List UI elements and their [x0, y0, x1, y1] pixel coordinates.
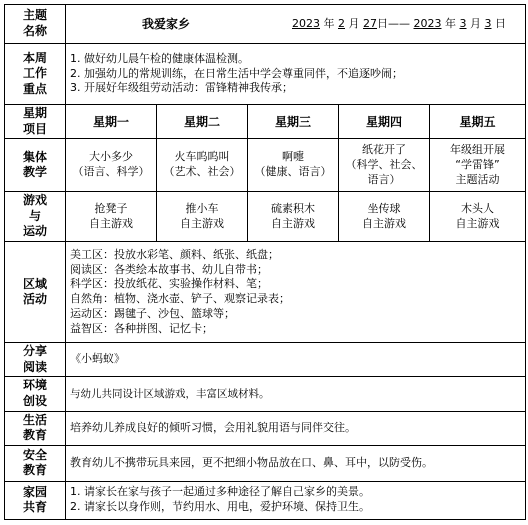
teaching-cell-wed: 啊嚏 （健康、语言）	[248, 139, 339, 192]
group-teaching-row	[5, 139, 526, 192]
day-char: 日	[495, 16, 506, 30]
reading-row	[5, 343, 526, 377]
theme-cell	[66, 5, 526, 44]
games-cell-thu: 坐传球 自主游戏	[339, 192, 430, 242]
focus-item: 3. 开展好年级组劳动活动：雷锋精神我传承；	[70, 81, 293, 95]
end-year: 2023	[413, 16, 442, 30]
safety-label: 安全 教育	[5, 445, 66, 481]
focus-label: 本周 工作 重点	[5, 44, 66, 105]
areas-row	[5, 242, 526, 343]
games-cell-tue: 推小车 自主游戏	[157, 192, 248, 242]
month-char: 月	[470, 16, 481, 30]
environment-text: 与幼儿共同设计区域游戏，丰富区域材料。	[66, 377, 526, 411]
end-month: 3	[459, 16, 467, 30]
year-char: 年	[323, 16, 335, 30]
group-teaching-label: 集体 教学	[5, 139, 66, 192]
day-char: 日	[377, 16, 388, 30]
life-text: 培养幼儿养成良好的倾听习惯，会用礼貌用语与同伴交往。	[66, 411, 526, 445]
life-row	[5, 411, 526, 445]
home-line: 1. 请家长在家与孩子一起通过多种途径了解自己家乡的美景。	[70, 485, 370, 499]
day-mon: 星期一	[66, 105, 157, 139]
area-line: 益智区：各种拼图、记忆卡；	[70, 321, 213, 335]
theme-label: 主题 名称	[5, 5, 66, 44]
reading-label: 分享 阅读	[5, 343, 66, 377]
environment-row	[5, 377, 526, 411]
start-year: 2023	[292, 16, 320, 30]
day-fri: 星期五	[430, 105, 526, 139]
start-month: 2	[338, 16, 345, 30]
home-cell	[66, 481, 526, 519]
games-cell-fri: 木头人 自主游戏	[430, 192, 526, 242]
focus-row	[5, 44, 526, 105]
safety-row	[5, 445, 526, 481]
year-char: 年	[445, 16, 456, 30]
games-row	[5, 192, 526, 242]
games-label: 游戏 与 运动	[5, 192, 66, 242]
days-label: 星期 项目	[5, 105, 66, 139]
start-day: 27	[363, 16, 377, 30]
end-day: 3	[484, 16, 492, 30]
home-row	[5, 481, 526, 519]
date-range	[292, 17, 506, 32]
area-line: 美工区：投放水彩笔、颜料、纸张、纸盘；	[70, 247, 279, 261]
areas-cell	[66, 242, 526, 343]
games-cell-mon: 抢凳子 自主游戏	[66, 192, 157, 242]
weekly-plan-table	[4, 4, 526, 520]
environment-label: 环境 创设	[5, 377, 66, 411]
area-line: 阅读区：各类绘本故事书、幼儿自带书；	[70, 262, 268, 276]
area-line: 科学区：投放纸花、实验操作材料、笔；	[70, 277, 268, 291]
area-line: 运动区：踢毽子、沙包、篮球等；	[70, 307, 235, 321]
day-wed: 星期三	[248, 105, 339, 139]
teaching-cell-tue: 火车呜呜叫 （艺术、社会）	[157, 139, 248, 192]
month-char: 月	[348, 16, 360, 30]
teaching-cell-thu: 纸花开了 （科学、社会、 语言）	[339, 139, 430, 192]
focus-item: 1. 做好幼儿晨午检的健康体温检测。	[70, 51, 249, 65]
teaching-cell-mon: 大小多少 （语言、科学）	[66, 139, 157, 192]
area-line: 自然角：植物、浇水壶、铲子、观察记录表；	[70, 292, 290, 306]
home-label: 家园 共育	[5, 481, 66, 519]
reading-text: 《小蚂蚁》	[66, 343, 526, 377]
life-label: 生活 教育	[5, 411, 66, 445]
focus-cell	[66, 44, 526, 105]
safety-text: 教育幼儿不携带玩具来园，更不把细小物品放在口、鼻、耳中，以防受伤。	[66, 445, 526, 481]
date-separator: ——	[388, 16, 410, 30]
days-row	[5, 105, 526, 139]
focus-item: 2. 加强幼儿的常规训练，在日常生活中学会尊重同伴，不追逐吵闹；	[70, 66, 403, 80]
theme-name: 我爱家乡	[142, 16, 191, 31]
home-line: 2. 请家长以身作则，节约用水、用电，爱护环境、保持卫生。	[70, 500, 370, 514]
day-thu: 星期四	[339, 105, 430, 139]
games-cell-wed: 硫素积木 自主游戏	[248, 192, 339, 242]
areas-label: 区域 活动	[5, 242, 66, 343]
teaching-cell-fri: 年级组开展 “学雷锋” 主题活动	[430, 139, 526, 192]
day-tue: 星期二	[157, 105, 248, 139]
theme-row	[5, 5, 526, 44]
